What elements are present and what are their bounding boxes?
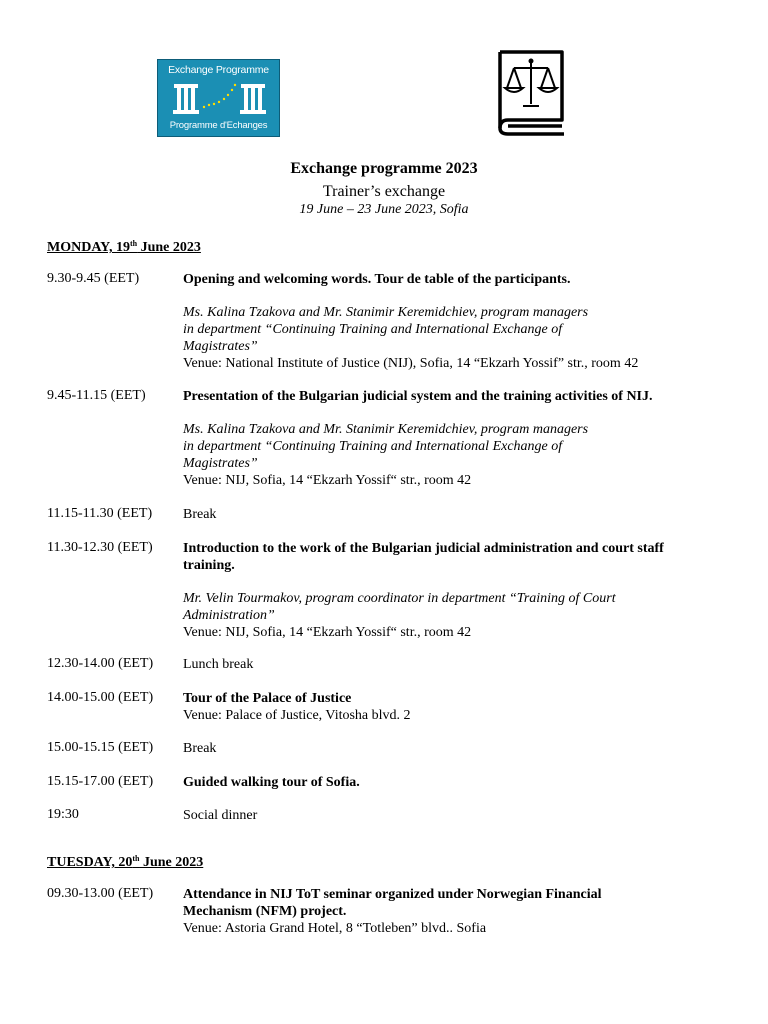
day-heading-text: MONDAY, 19 xyxy=(47,240,130,255)
speakers-line: Ms. Kalina Tzakova and Mr. Stanimir Keremidchiev, program managers xyxy=(183,422,589,437)
document-dates: 19 June – 23 June 2023, Sofia xyxy=(299,202,469,217)
day-heading-rest: June 2023 xyxy=(137,240,201,255)
speakers-line: in department “Continuing Training and International Exchange of xyxy=(183,439,563,454)
session-speakers xyxy=(183,421,728,472)
session-title xyxy=(183,540,728,574)
session-speakers xyxy=(183,590,728,624)
session-time: 11.15-11.30 (EET) xyxy=(47,506,153,521)
session-description xyxy=(183,886,728,937)
session-time: 9.45-11.15 (EET) xyxy=(47,388,146,403)
session-time: 15.00-15.15 (EET) xyxy=(47,740,154,755)
session-title-line: Introduction to the work of the Bulgarian judicial administration and court staff xyxy=(183,541,664,556)
session-time: 11.30-12.30 (EET) xyxy=(47,540,153,555)
session-description xyxy=(183,540,728,641)
logo-top-text: Exchange Programme xyxy=(168,64,269,76)
speakers-line: Mr. Velin Tourmakov, program coordinator in department “Training of Court xyxy=(183,591,616,606)
document-subtitle: Trainer’s exchange xyxy=(322,183,446,200)
pillars-stars-icon xyxy=(166,78,273,118)
session-title xyxy=(183,774,728,791)
session-title-line: Presentation of the Bulgarian judicial system and the training activities of NIJ. xyxy=(183,389,653,404)
logo-bottom-text: Programme d'Echanges xyxy=(169,120,268,131)
day-heading-monday xyxy=(47,239,201,256)
session-title-line: Mechanism (NFM) project. xyxy=(183,904,347,919)
session-time: 09.30-13.00 (EET) xyxy=(47,886,154,901)
scales-of-justice-book-icon xyxy=(494,48,568,136)
session-plain: Lunch break xyxy=(183,657,254,672)
session-venue: Venue: Palace of Justice, Vitosha blvd. 2 xyxy=(183,708,411,723)
day-heading-tuesday xyxy=(47,854,203,871)
session-title-line: Attendance in NIJ ToT seminar organized under Norwegian Financial xyxy=(183,887,602,902)
session-time: 15.15-17.00 (EET) xyxy=(47,774,154,789)
day-heading-rest: June 2023 xyxy=(139,855,204,870)
session-venue: Venue: NIJ, Sofia, 14 “Ekzarh Yossif“ str., room 42 xyxy=(183,625,472,640)
session-title xyxy=(183,271,728,288)
session-venue: Venue: National Institute of Justice (NIJ), Sofia, 14 “Ekzarh Yossif” str., room 42 xyxy=(183,356,639,371)
speakers-line: Administration” xyxy=(183,608,275,623)
session-description xyxy=(183,388,728,489)
session-plain: Social dinner xyxy=(183,808,258,823)
session-venue: Venue: Astoria Grand Hotel, 8 “Totleben” blvd.. Sofia xyxy=(183,921,487,936)
session-time: 12.30-14.00 (EET) xyxy=(47,656,154,671)
speakers-line: Magistrates” xyxy=(183,339,258,354)
session-plain: Break xyxy=(183,507,217,522)
exchange-programme-logo xyxy=(157,59,280,137)
day-heading-text: TUESDAY, 20 xyxy=(47,855,133,870)
speakers-line: in department “Continuing Training and International Exchange of xyxy=(183,322,563,337)
session-venue: Venue: NIJ, Sofia, 14 “Ekzarh Yossif“ str., room 42 xyxy=(183,473,472,488)
session-title xyxy=(183,388,728,405)
speakers-line: Magistrates” xyxy=(183,456,258,471)
speakers-line: Ms. Kalina Tzakova and Mr. Stanimir Keremidchiev, program managers xyxy=(183,305,589,320)
session-title xyxy=(183,886,728,920)
session-title-line: training. xyxy=(183,558,235,573)
session-title-line: Tour of the Palace of Justice xyxy=(183,691,352,706)
session-speakers xyxy=(183,304,728,355)
document-title: Exchange programme 2023 xyxy=(290,160,478,177)
session-description xyxy=(183,774,728,791)
session-time: 14.00-15.00 (EET) xyxy=(47,690,154,705)
day-heading-sup: th xyxy=(129,239,138,248)
session-title xyxy=(183,690,728,707)
session-time: 9.30-9.45 (EET) xyxy=(47,271,140,286)
day-heading-sup: th xyxy=(132,854,140,863)
session-description xyxy=(183,690,728,724)
session-title-line: Guided walking tour of Sofia. xyxy=(183,775,360,790)
session-time: 19:30 xyxy=(47,807,79,822)
session-title-line: Opening and welcoming words. Tour de table of the participants. xyxy=(183,272,571,287)
session-plain: Break xyxy=(183,741,217,756)
session-description xyxy=(183,271,728,372)
